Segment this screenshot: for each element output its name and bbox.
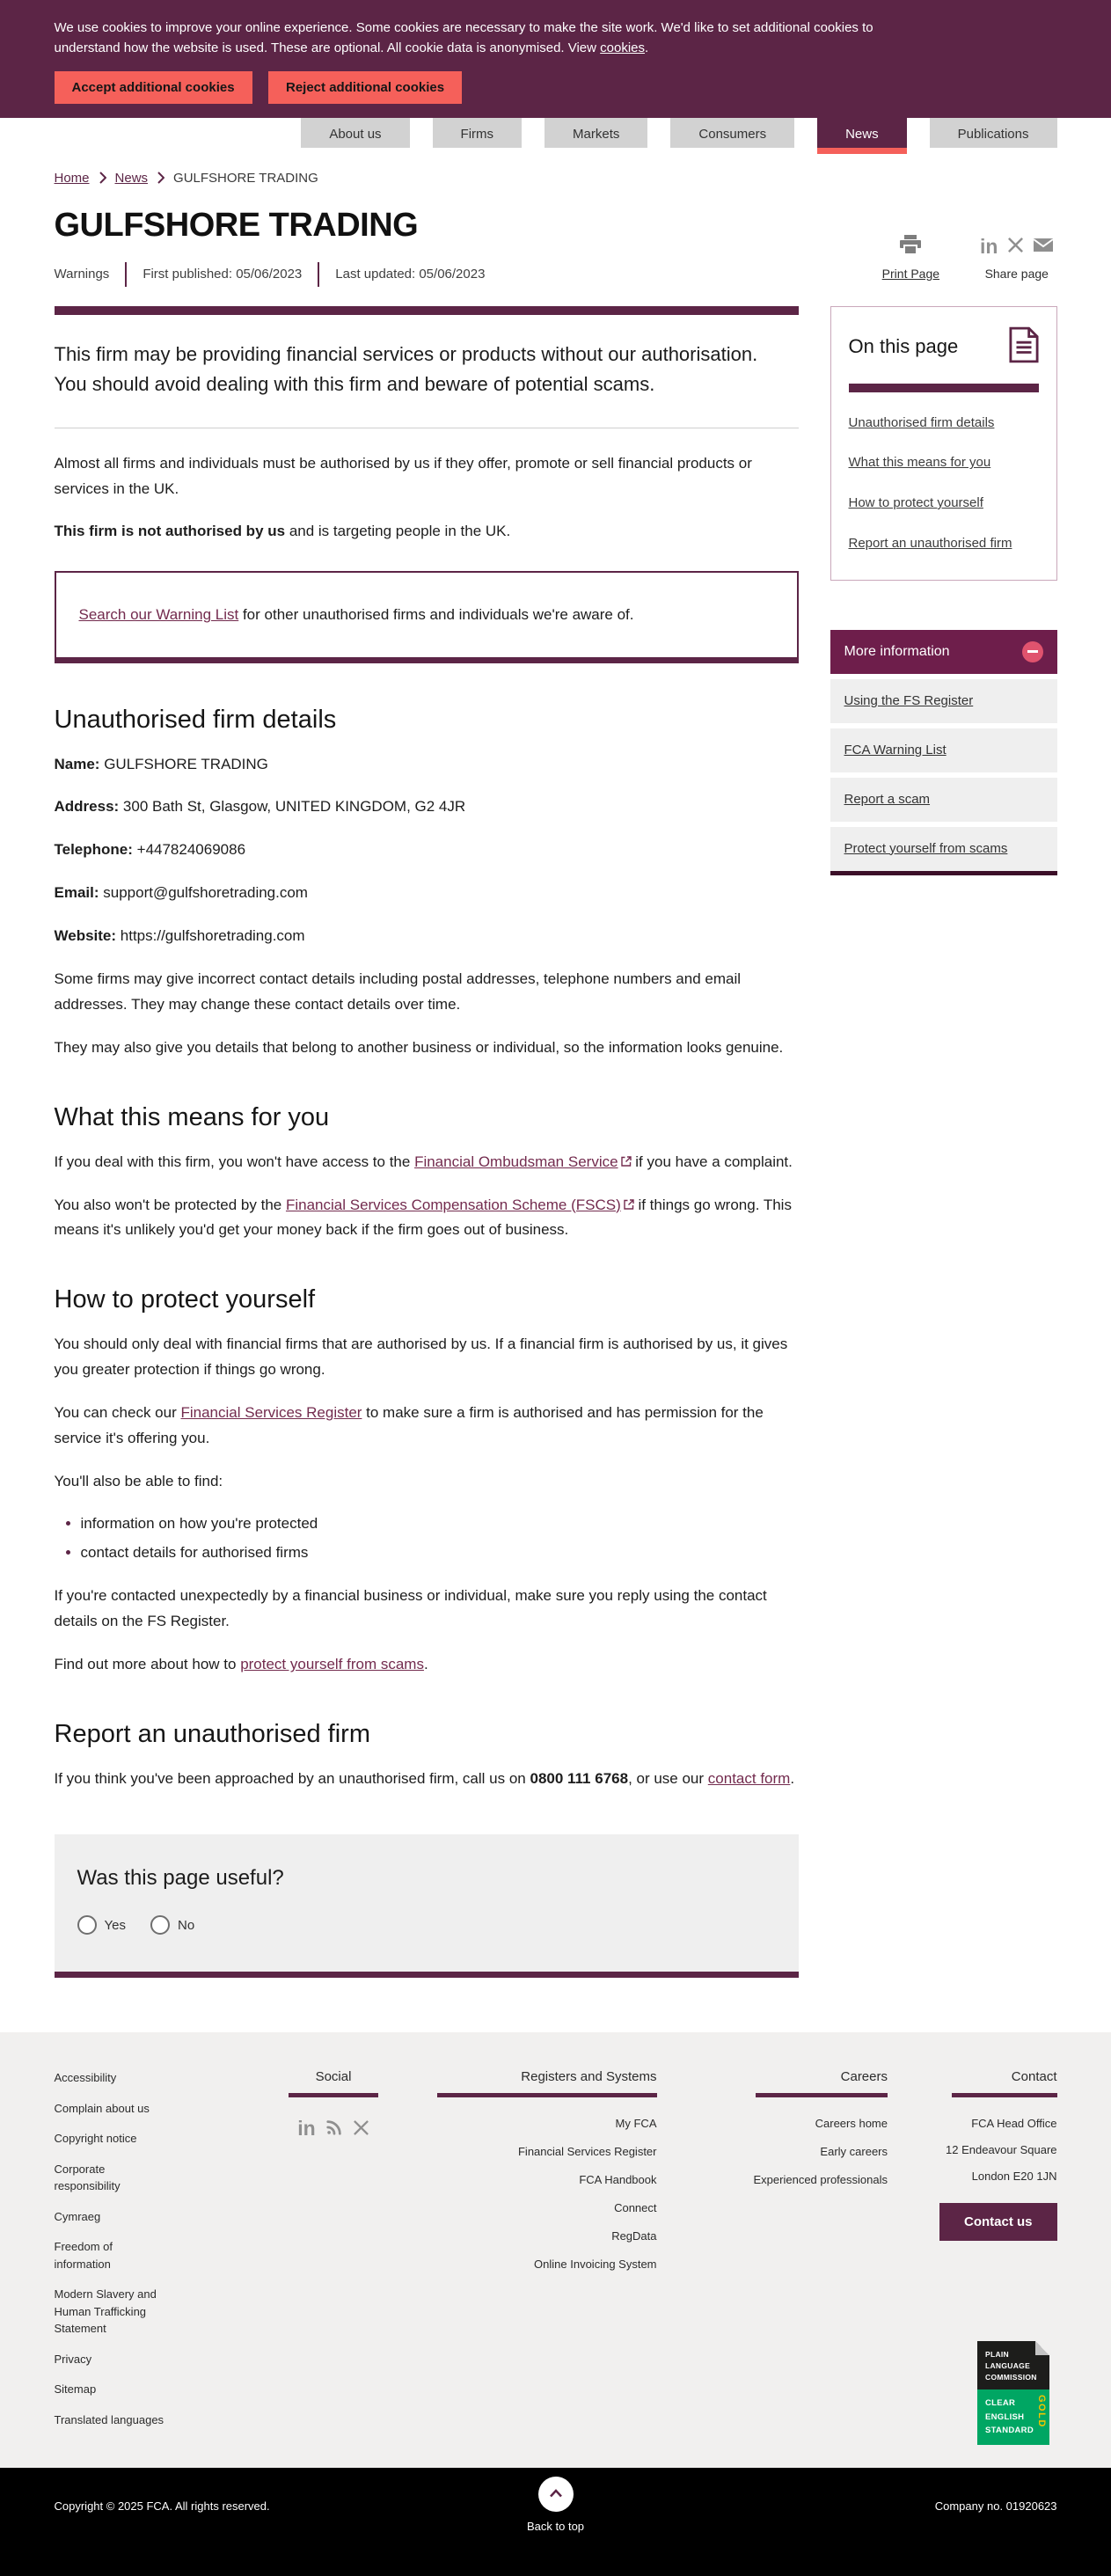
page-title: GULFSHORE TRADING bbox=[54, 206, 419, 244]
warning-list-box: Search our Warning List for other unauthorised firms and individuals we're aware of. bbox=[55, 571, 799, 662]
footer-link-sitemap[interactable]: Sitemap bbox=[54, 2382, 97, 2397]
company-number: Company no. 01920623 bbox=[934, 2499, 1057, 2514]
toc-link-report-firm[interactable]: Report an unauthorised firm bbox=[848, 535, 1012, 551]
on-this-page-box bbox=[830, 306, 1057, 581]
breadcrumb-news-link[interactable]: News bbox=[114, 170, 149, 186]
firm-name-row: Name: GULFSHORE TRADING bbox=[54, 755, 268, 772]
list-item: • contact details for authorised firms bbox=[81, 1541, 799, 1564]
footer-links-column bbox=[55, 2069, 244, 2441]
meta-divider bbox=[318, 262, 319, 287]
badge-bottom-section: CLEAR ENGLISH STANDARD GOLD bbox=[977, 2389, 1049, 2445]
feedback-box bbox=[55, 1834, 799, 1978]
protect-paragraph-5: Find out more about how to protect yourself from scams. bbox=[54, 1656, 428, 1673]
bottom-bar bbox=[0, 2468, 1111, 2576]
more-information-title: More information bbox=[844, 643, 950, 659]
contact-line-office: FCA Head Office bbox=[971, 2117, 1057, 2131]
more-info-row[interactable] bbox=[830, 827, 1057, 871]
more-information-box bbox=[830, 630, 1057, 875]
first-published: First published: 05/06/2023 bbox=[143, 267, 303, 282]
toc-link-what-this-means[interactable]: What this means for you bbox=[848, 455, 991, 471]
page-meta bbox=[55, 262, 486, 287]
share-block bbox=[980, 235, 1053, 281]
external-link-icon bbox=[621, 1153, 632, 1170]
chevron-right-icon bbox=[99, 172, 106, 184]
content-row bbox=[55, 306, 1057, 1979]
search-warning-list-link[interactable]: Search our Warning List bbox=[78, 606, 239, 624]
cookie-message-line2: understand how the website is used. These are optional. All cookie data is anonymised. View cookies. bbox=[54, 40, 649, 56]
last-updated: Last updated: 05/06/2023 bbox=[335, 267, 486, 282]
on-this-page-bar bbox=[849, 384, 1039, 392]
section-heading-firm-details: Unauthorised firm details bbox=[54, 705, 337, 734]
linkedin-icon[interactable]: in bbox=[980, 235, 998, 258]
chevron-up-icon bbox=[549, 2486, 563, 2502]
footer-careers-title: Careers bbox=[756, 2069, 888, 2097]
footer-careers-column bbox=[681, 2069, 888, 2441]
page-header-left bbox=[55, 207, 486, 287]
radio-no[interactable] bbox=[150, 1915, 170, 1935]
more-info-row[interactable] bbox=[830, 679, 1057, 723]
means-paragraph-1: If you deal with this firm, you won't have access to the Financial Ombudsman Service if you have a complaint. bbox=[54, 1153, 793, 1170]
fs-register-link[interactable]: Financial Services Register bbox=[180, 1404, 362, 1422]
external-link-icon bbox=[624, 1197, 634, 1213]
using-fs-register-link[interactable]: Using the FS Register bbox=[844, 692, 974, 708]
feedback-options bbox=[77, 1915, 776, 1935]
footer-registers-title: Registers and Systems bbox=[437, 2069, 657, 2097]
share-page-label: Share page bbox=[984, 266, 1049, 281]
footer-link-freedom-of-information[interactable]: Freedom of information bbox=[54, 2240, 113, 2271]
fscs-link[interactable]: Financial Services Compensation Scheme (FSCS) bbox=[285, 1196, 621, 1213]
footer-registers-column bbox=[424, 2069, 657, 2441]
fca-warning-list-link[interactable]: FCA Warning List bbox=[844, 742, 947, 757]
contact-form-link[interactable]: contact form bbox=[707, 1770, 791, 1788]
firm-address-row: Address: 300 Bath St, Glasgow, UNITED KINGDOM, G2 4JR bbox=[54, 798, 466, 816]
footer-link-online-invoicing[interactable]: Online Invoicing System bbox=[534, 2258, 657, 2272]
report-a-scam-link[interactable]: Report a scam bbox=[844, 791, 931, 807]
contact-line-city: London E20 1JN bbox=[971, 2170, 1057, 2184]
contact-line-street: 12 Endeavour Square bbox=[946, 2143, 1057, 2157]
footer-link-copyright-notice[interactable]: Copyright notice bbox=[54, 2132, 137, 2146]
financial-ombudsman-link[interactable]: Financial Ombudsman Service bbox=[414, 1153, 618, 1170]
protect-paragraph-4: If you're contacted unexpectedly by a financial business or individual, make sure you reply using the contact details on the FS Register. bbox=[54, 1587, 767, 1630]
page-tools bbox=[882, 235, 1054, 281]
print-page-link[interactable]: Print Page bbox=[881, 266, 940, 281]
footer-link-fs-register[interactable]: Financial Services Register bbox=[517, 2145, 657, 2159]
footer-link-accessibility[interactable]: Accessibility bbox=[54, 2071, 117, 2085]
footer-link-complain[interactable]: Complain about us bbox=[54, 2101, 150, 2115]
primary-nav bbox=[0, 118, 1111, 148]
section-heading-report-firm: Report an unauthorised firm bbox=[54, 1720, 370, 1749]
rss-icon[interactable] bbox=[325, 2119, 343, 2139]
badge-top-section: PLAIN LANGUAGE COMMISSION bbox=[977, 2341, 1049, 2390]
on-this-page-title: On this page bbox=[848, 335, 959, 357]
footer-link-careers-home[interactable]: Careers home bbox=[815, 2117, 888, 2131]
nav-tab-markets[interactable]: Markets bbox=[545, 118, 647, 148]
footer-link-connect[interactable]: Connect bbox=[614, 2201, 657, 2215]
email-share-icon[interactable] bbox=[1033, 238, 1054, 257]
back-to-top[interactable] bbox=[527, 2477, 584, 2533]
protect-yourself-scams-link[interactable]: protect yourself from scams bbox=[240, 1656, 424, 1673]
protect-paragraph-1: You should only deal with financial firms that are authorised by us. If a financial firm is authorised by us, it gives you greater protection if things go wrong. bbox=[54, 1336, 788, 1379]
toc-link-firm-details[interactable]: Unauthorised firm details bbox=[848, 414, 995, 430]
contact-us-button[interactable]: Contact us bbox=[939, 2203, 1057, 2241]
footer-link-cymraeg[interactable]: Cymraeg bbox=[54, 2209, 101, 2223]
nav-tab-consumers[interactable]: Consumers bbox=[670, 118, 794, 148]
firm-telephone-row: Telephone: +447824069086 bbox=[54, 841, 246, 859]
x-twitter-icon[interactable] bbox=[353, 2119, 369, 2139]
linkedin-icon[interactable]: in bbox=[297, 2117, 316, 2141]
printer-icon[interactable] bbox=[899, 234, 922, 260]
footer-link-experienced-professionals[interactable]: Experienced professionals bbox=[753, 2173, 888, 2187]
footer-link-early-careers[interactable]: Early careers bbox=[820, 2145, 888, 2159]
cookie-buttons bbox=[55, 71, 1057, 104]
footer-social-column bbox=[267, 2069, 399, 2441]
breadcrumb-current: GULFSHORE TRADING bbox=[173, 170, 318, 186]
intro-paragraph-1: Almost all firms and individuals must be authorised by us if they offer, promote or sell financial products or services in the UK. bbox=[54, 454, 752, 497]
document-icon bbox=[1009, 326, 1039, 368]
footer-link-regdata[interactable]: RegData bbox=[611, 2229, 657, 2243]
feedback-no-option[interactable]: No bbox=[150, 1915, 194, 1935]
reject-cookies-button[interactable]: Reject additional cookies bbox=[268, 71, 462, 104]
badge-gold-label: GOLD bbox=[1036, 2395, 1047, 2429]
folded-corner-icon bbox=[1035, 2341, 1049, 2355]
cookie-banner bbox=[0, 0, 1111, 118]
report-paragraph: If you think you've been approached by an unauthorised firm, call us on 0800 111 6768, or use our contact form. bbox=[54, 1770, 795, 1788]
means-paragraph-2: You also won't be protected by the Financial Services Compensation Scheme (FSCS) if things go wrong. This means it's unlikely you'd get your money back if the firm goes out of business. bbox=[54, 1196, 792, 1239]
nav-tab-about-us[interactable]: About us bbox=[301, 118, 409, 148]
back-to-top-label: Back to top bbox=[526, 2520, 585, 2534]
footer-social-title: Social bbox=[289, 2069, 378, 2097]
nav-tab-news[interactable]: News bbox=[817, 118, 907, 148]
breadcrumb bbox=[55, 171, 1057, 186]
nav-tab-publications[interactable]: Publications bbox=[930, 118, 1057, 148]
protect-bullet-list bbox=[81, 1512, 799, 1565]
list-item: • information on how you're protected bbox=[81, 1512, 799, 1535]
phone-number: 0800 111 6768 bbox=[530, 1770, 629, 1788]
meta-divider bbox=[125, 262, 127, 287]
protect-from-scams-link[interactable]: Protect yourself from scams bbox=[844, 840, 1008, 856]
footer-link-privacy[interactable]: Privacy bbox=[54, 2352, 92, 2366]
protect-paragraph-3: You'll also be able to find: bbox=[54, 1472, 223, 1489]
details-note-2: They may also give you details that belong to another business or individual, so the information looks genuine. bbox=[54, 1038, 784, 1056]
feedback-yes-option[interactable]: Yes bbox=[77, 1915, 126, 1935]
copyright-text: Copyright © 2025 FCA. All rights reserved. bbox=[54, 2499, 270, 2514]
details-note-1: Some firms may give incorrect contact details including postal addresses, telephone numbers and email addresses. They may change these contact details over time. bbox=[54, 970, 742, 1013]
footer-link-corporate-responsibility[interactable]: Corporate responsibility bbox=[54, 2162, 121, 2193]
firm-website-row: Website: https://gulfshoretrading.com bbox=[54, 927, 305, 945]
protect-paragraph-2: You can check our Financial Services Register to make sure a firm is authorised and has permission for the service it's offering you. bbox=[54, 1404, 764, 1447]
section-heading-protect-yourself: How to protect yourself bbox=[54, 1285, 316, 1314]
footer-contact-title: Contact bbox=[952, 2069, 1057, 2097]
category-label: Warnings bbox=[54, 267, 110, 282]
radio-yes[interactable] bbox=[77, 1915, 97, 1935]
print-block bbox=[882, 235, 939, 281]
accept-cookies-button[interactable]: Accept additional cookies bbox=[55, 71, 252, 104]
more-info-row[interactable] bbox=[830, 728, 1057, 772]
cookies-link[interactable]: cookies bbox=[600, 40, 646, 56]
breadcrumb-home-link[interactable]: Home bbox=[54, 170, 90, 186]
more-info-row[interactable] bbox=[830, 778, 1057, 822]
feedback-question: Was this page useful? bbox=[77, 1866, 284, 1891]
back-to-top-button[interactable] bbox=[538, 2477, 574, 2512]
cookie-message bbox=[55, 18, 1057, 59]
accent-bar bbox=[55, 306, 799, 315]
firm-email-row: Email: support@gulfshoretrading.com bbox=[54, 884, 308, 902]
x-twitter-icon[interactable] bbox=[1007, 237, 1024, 258]
footer-link-modern-slavery[interactable]: Modern Slavery and Human Trafficking Statement bbox=[54, 2287, 157, 2336]
cookie-message-line1: We use cookies to improve your online experience. Some cookies are necessary to make the site work. We'd like to set additional cookies to bbox=[54, 20, 873, 35]
collapse-minus-icon[interactable] bbox=[1022, 641, 1043, 662]
chevron-right-icon bbox=[157, 172, 164, 184]
toc-link-protect-yourself[interactable]: How to protect yourself bbox=[848, 495, 983, 510]
page-header bbox=[55, 207, 1057, 287]
site-footer bbox=[0, 2032, 1111, 2468]
footer-link-translated-languages[interactable]: Translated languages bbox=[54, 2412, 164, 2426]
nav-tab-firms[interactable]: Firms bbox=[433, 118, 523, 148]
main-column bbox=[55, 306, 799, 1979]
warning-lead: This firm may be providing financial services or products without our authorisation. You should avoid dealing with this firm and beware of potential scams. bbox=[54, 342, 758, 395]
footer-link-my-fca[interactable]: My FCA bbox=[615, 2117, 657, 2131]
intro-paragraph-2: This firm is not authorised by us and is targeting people in the UK. bbox=[54, 523, 511, 540]
section-heading-what-this-means: What this means for you bbox=[54, 1102, 330, 1131]
footer-link-fca-handbook[interactable]: FCA Handbook bbox=[579, 2173, 657, 2187]
more-information-header[interactable] bbox=[830, 630, 1057, 674]
plain-language-badge bbox=[977, 2341, 1049, 2445]
sidebar bbox=[830, 306, 1057, 875]
